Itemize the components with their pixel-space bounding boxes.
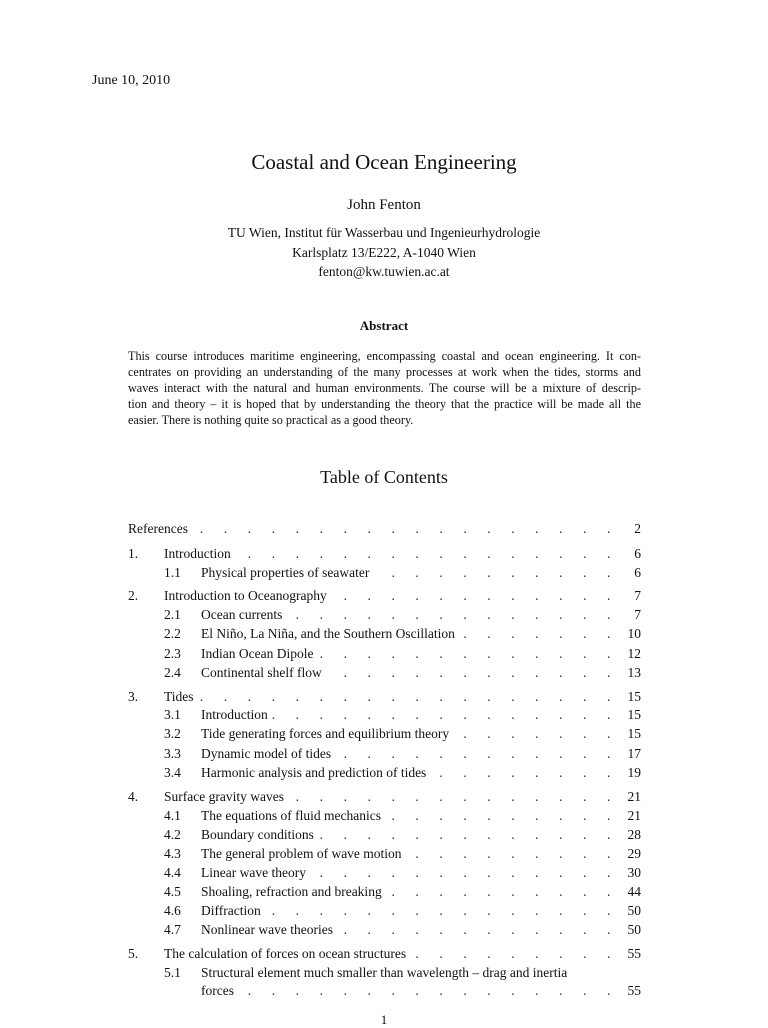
toc-entry-number: 5.1 — [164, 965, 181, 980]
toc-entry[interactable] — [128, 725, 641, 743]
toc-entry-page: 21 — [624, 807, 642, 825]
toc-entry-label-wrap — [201, 826, 641, 844]
toc-entry-label-wrap — [201, 564, 641, 582]
toc-entry-number: 2.1 — [164, 607, 181, 622]
toc-entry-page: 2 — [630, 520, 641, 538]
toc-entry-number: 1.1 — [164, 565, 181, 580]
toc-entry-number: 4.2 — [164, 827, 181, 842]
toc-entry-page: 28 — [624, 826, 642, 844]
toc-entry-label: Introduction to Oceanography — [164, 588, 331, 603]
abstract-line: waves interact with the natural and human environments. The course will be a mixture of descrip- — [128, 381, 641, 395]
toc-entry-label: Structural element much smaller than wavelength – drag and inertia — [201, 965, 571, 980]
toc-entry-label-wrap — [201, 883, 641, 901]
toc-entry-number: 3.4 — [164, 765, 181, 780]
toc-entry-label: Boundary conditions — [201, 827, 318, 842]
document-title: Coastal and Ocean Engineering — [251, 150, 517, 174]
toc-entry-label: Shoaling, refraction and breaking — [201, 884, 386, 899]
toc-entry-label: Physical properties of seawater — [201, 565, 373, 580]
toc-entry-label-wrap — [201, 764, 641, 782]
toc-entry-number: 5. — [128, 946, 139, 961]
toc-entry-number: 2.4 — [164, 665, 181, 680]
toc-entry-page: 6 — [630, 564, 641, 582]
toc-entry-label-wrap — [128, 520, 641, 538]
toc-entry-label: Ocean currents — [201, 607, 286, 622]
toc-entry-page: 44 — [624, 883, 642, 901]
toc-entry-number: 3. — [128, 689, 139, 704]
toc-entry-page: 7 — [630, 606, 641, 624]
toc-title: Table of Contents — [320, 467, 448, 487]
author-name: John Fenton — [347, 197, 421, 213]
affiliation-institute: TU Wien, Institut für Wasserbau und Ingenieurhydrologie — [227, 225, 541, 240]
toc-entry[interactable] — [128, 764, 641, 782]
toc-entry-label: Introduction — [164, 546, 235, 561]
toc-entry-label: El Niño, La Niña, and the Southern Oscillation — [201, 626, 459, 641]
toc-dot-leader — [128, 520, 619, 538]
toc-entry-label-wrap — [201, 864, 641, 882]
toc-entry[interactable] — [128, 745, 641, 763]
toc-entry[interactable] — [128, 606, 641, 624]
abstract-line: easier. There is nothing quite so practical as a good theory. — [128, 413, 414, 427]
toc-entry-page: 55 — [624, 982, 642, 1000]
abstract-heading: Abstract — [359, 318, 409, 333]
toc-entry-page: 6 — [630, 545, 641, 563]
toc-entry-label-wrap — [201, 645, 641, 663]
toc-entry[interactable] — [128, 788, 641, 806]
toc-entry-page: 19 — [624, 764, 642, 782]
toc-entry-label: References — [128, 521, 192, 536]
toc-entry-page: 50 — [624, 921, 642, 939]
toc-entry-label-wrap — [201, 902, 641, 920]
toc-entry-label-wrap — [201, 625, 641, 643]
toc-entry[interactable] — [128, 688, 641, 706]
toc-entry-page: 21 — [624, 788, 642, 806]
document-date: June 10, 2010 — [92, 73, 171, 88]
toc-entry-number: 4.4 — [164, 865, 181, 880]
toc-entry-number: 3.3 — [164, 746, 181, 761]
toc-entry-page: 15 — [624, 706, 642, 724]
toc-entry-label-wrap — [201, 664, 641, 682]
toc-entry[interactable] — [128, 902, 641, 920]
toc-entry-page: 10 — [624, 625, 642, 643]
toc-entry-label: Linear wave theory — [201, 865, 310, 880]
toc-entry-label: Harmonic analysis and prediction of tides — [201, 765, 430, 780]
toc-entry-label: Tide generating forces and equilibrium theory — [201, 726, 453, 741]
toc-entry[interactable] — [128, 807, 641, 825]
toc-entry-label-wrap — [164, 945, 641, 963]
toc-entry-label-wrap — [201, 706, 641, 724]
affiliation-email[interactable]: fenton@kw.tuwien.ac.at — [318, 264, 450, 279]
toc-entry[interactable] — [128, 964, 641, 982]
toc-entry-label-wrap — [201, 921, 641, 939]
toc-dot-leader — [201, 982, 619, 1000]
toc-entry-page: 50 — [624, 902, 642, 920]
abstract-line: This course introduces maritime engineering, encompassing coastal and ocean engineering. It con- — [128, 349, 641, 363]
toc-entry-label: Surface gravity waves — [164, 789, 288, 804]
page-number: 1 — [380, 1012, 388, 1027]
toc-entry[interactable] — [128, 864, 641, 882]
toc-entry-label: forces — [201, 983, 238, 998]
toc-entry-label: Continental shelf flow — [201, 665, 326, 680]
toc-entry-page: 17 — [624, 745, 642, 763]
toc-entry-label: Diffraction — [201, 903, 265, 918]
toc-entry-label-wrap — [201, 725, 641, 743]
toc-entry-number: 4.3 — [164, 846, 181, 861]
toc-entry-label-wrap — [201, 807, 641, 825]
toc-entry-page: 55 — [624, 945, 642, 963]
toc-entry-label-wrap — [201, 745, 641, 763]
toc-entry-label-wrap — [164, 587, 641, 605]
toc-entry-number: 2.2 — [164, 626, 181, 641]
toc-entry-number: 4.1 — [164, 808, 181, 823]
toc-entry[interactable] — [128, 706, 641, 724]
abstract-line: tion and theory – it is hoped that by understanding the theory that the practice will be made all the — [128, 397, 641, 411]
toc-entry-label: The general problem of wave motion — [201, 846, 406, 861]
toc-entry-label: Dynamic model of tides — [201, 746, 335, 761]
toc-entry-label: Introduction — [201, 707, 272, 722]
toc-entry-page: 15 — [624, 725, 642, 743]
toc-entry[interactable] — [128, 883, 641, 901]
toc-entry-page: 12 — [624, 645, 642, 663]
toc-entry-label: Nonlinear wave theories — [201, 922, 337, 937]
toc-entry-number: 4. — [128, 789, 139, 804]
toc-entry-label-wrap — [164, 688, 641, 706]
toc-entry-number: 4.6 — [164, 903, 181, 918]
toc-entry[interactable] — [128, 945, 641, 963]
toc-entry-page: 7 — [630, 587, 641, 605]
toc-entry-page: 15 — [624, 688, 642, 706]
toc-entry-label-wrap — [164, 788, 641, 806]
toc-entry-label-wrap — [201, 845, 641, 863]
toc-entry-number: 4.7 — [164, 922, 181, 937]
toc-dot-leader — [164, 688, 619, 706]
toc-entry[interactable] — [128, 587, 641, 605]
toc-entry[interactable] — [128, 564, 641, 582]
toc-entry-label: Indian Ocean Dipole — [201, 646, 317, 661]
toc-entry-number: 3.1 — [164, 707, 181, 722]
toc-entry-page: 30 — [624, 864, 642, 882]
toc-entry-number: 1. — [128, 546, 139, 561]
toc-entry[interactable] — [128, 520, 641, 538]
toc-entry-label: The equations of fluid mechanics — [201, 808, 385, 823]
toc-entry-label: The calculation of forces on ocean structures — [164, 946, 410, 961]
affiliation-address: Karlsplatz 13/E222, A-1040 Wien — [292, 245, 476, 260]
toc-entry-label-wrap — [201, 982, 641, 1000]
toc-entry-continuation[interactable] — [128, 982, 641, 1000]
toc-entry-label-wrap — [201, 606, 641, 624]
toc-entry-page: 13 — [624, 664, 642, 682]
toc-entry[interactable] — [128, 826, 641, 844]
toc-entry[interactable] — [128, 545, 641, 563]
toc-entry-number: 4.5 — [164, 884, 181, 899]
toc-entry-label-wrap — [201, 964, 641, 982]
toc-entry[interactable] — [128, 664, 641, 682]
toc-entry[interactable] — [128, 845, 641, 863]
toc-entry[interactable] — [128, 921, 641, 939]
toc-entry[interactable] — [128, 645, 641, 663]
toc-entry-label-wrap — [164, 545, 641, 563]
toc-entry-label: Tides — [164, 689, 198, 704]
toc-entry-number: 3.2 — [164, 726, 181, 741]
toc-entry-number: 2.3 — [164, 646, 181, 661]
abstract-body — [128, 348, 641, 428]
abstract-line: centrates on providing an understanding of the many processes at work when the tides, storms and — [128, 365, 641, 379]
toc-entry[interactable] — [128, 625, 641, 643]
toc-entry-page: 29 — [624, 845, 642, 863]
toc-entry-number: 2. — [128, 588, 139, 603]
